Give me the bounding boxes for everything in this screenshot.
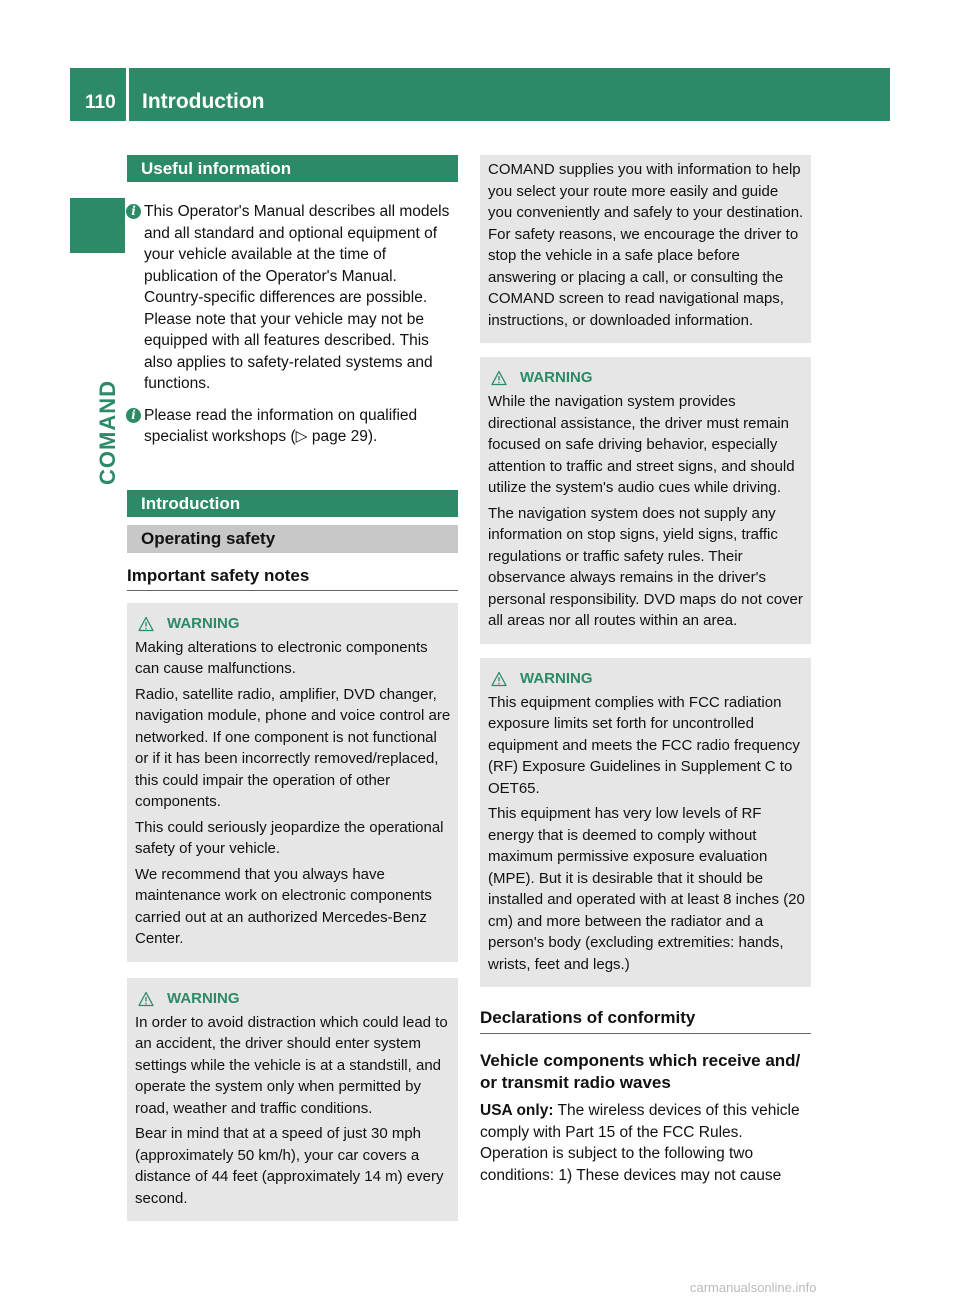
warning-title-row <box>488 367 805 389</box>
page-title: Introduction <box>142 90 265 113</box>
warning-box-navigation <box>480 357 811 644</box>
warning-paragraph: We recommend that you always have maintenance work on electronic components carried out at an authorized Mercedes-Benz Center. <box>135 865 432 947</box>
declarations-heading-row <box>480 1007 811 1034</box>
warning-title: WARNING <box>520 669 593 687</box>
warning-paragraph: In order to avoid distraction which could lead to an accident, the driver should enter system settings while the vehicle is at a standstill, and operate the system only when permitted by road, weather and traffic conditions. <box>135 1013 448 1117</box>
warning-triangle-icon <box>491 370 507 386</box>
declarations-heading: Declarations of conformity <box>480 1008 696 1027</box>
usa-paragraph <box>480 1100 811 1186</box>
warning-title-row <box>135 613 452 635</box>
vehicle-components-heading: Vehicle components which receive and/ or transmit radio waves <box>480 1051 801 1092</box>
right-column <box>480 155 811 1186</box>
usa-label: USA only: <box>480 1102 554 1119</box>
usa-text: The wireless devices of this vehicle comply with Part 15 of the FCC Rules. Operation is subject to the following two conditions: 1) These devices may not cause <box>480 1102 800 1184</box>
page-number: 110 <box>85 92 116 113</box>
warning-paragraph: The navigation system does not supply any information on stop signs, yield signs, traffic regulations or traffic safety rules. Their observance always remains in the driver's personal responsibility. DVD maps do not cover all areas nor all routes within an area. <box>488 504 803 629</box>
warning-paragraph: Radio, satellite radio, amplifier, DVD changer, navigation module, phone and voice control are networked. If one component is not functional or if it has been incorrectly removed/replaced, this could impair the operation of other components. <box>135 685 451 810</box>
warning-paragraph: This could seriously jeopardize the operational safety of your vehicle. <box>135 818 444 857</box>
left-column <box>127 155 458 1221</box>
warning-triangle-icon <box>138 991 154 1007</box>
warning-paragraph: This equipment complies with FCC radiation exposure limits set forth for uncontrolled equipment and meets the FCC radio frequency (RF) Exposure Guidelines in Supplement C to OET65. <box>488 693 800 797</box>
header-divider <box>126 68 129 121</box>
warning-title: WARNING <box>167 989 240 1007</box>
warning-box-distraction <box>127 978 458 1222</box>
warning-title-row <box>488 668 805 690</box>
info-icon: i <box>126 204 141 219</box>
warning-paragraph: This equipment has very low levels of RF energy that is deemed to comply without maximum permissive exposure evaluation (MPE). But it is desirable that it should be installed and operated with at least 8 inches (20 cm) and more between the radiator and a person's body (excluding extremities: hands, wrists, feet and legs.) <box>488 805 805 973</box>
warning-box-fcc <box>480 658 811 988</box>
useful-information-heading: Useful information <box>127 155 458 182</box>
operating-safety-heading: Operating safety <box>127 525 458 553</box>
warning-title: WARNING <box>520 369 593 387</box>
important-safety-notes-heading: Important safety notes <box>127 565 310 585</box>
info-note-text: Please read the information on qualified specialist workshops (▷ page 29). <box>144 406 418 445</box>
info-note-workshops <box>127 405 458 448</box>
warning-triangle-icon <box>491 671 507 687</box>
warning-triangle-icon <box>138 616 154 632</box>
warning-title-row <box>135 988 452 1010</box>
info-note-manual <box>127 201 458 395</box>
introduction-heading: Introduction <box>127 490 458 517</box>
warning-title: WARNING <box>167 614 240 632</box>
info-note-text: This Operator's Manual describes all models and all standard and optional equipment of your vehicle available at the time of publication of the Operator's Manual. Country-specific differences are possible. Please note that your vehicle may not be equipped with all features described. This also applies to safety-related systems and functions. <box>144 203 450 392</box>
comand-info-text: COMAND supplies you with information to help you select your route more easily and guide you conveniently and safely to your destination. For safety reasons, we encourage the driver to stop the vehicle in a safe place before answering or placing a call, or consulting the COMAND screen to read navigational maps, instructions, or downloaded information. <box>488 161 804 329</box>
warning-paragraph: Bear in mind that at a speed of just 30 mph (approximately 50 km/h), your car covers a distance of 44 feet (approximately 14 m) every second. <box>135 1125 444 1207</box>
warning-box-electronics <box>127 603 458 962</box>
warning-paragraph: While the navigation system provides directional assistance, the driver must remain focused on safe driving behavior, especially attention to traffic and street signs, and should utilize the system's audio cues while driving. <box>488 393 795 496</box>
important-safety-notes-heading-row <box>127 565 458 591</box>
watermark: carmanualsonline.info <box>690 1280 817 1295</box>
section-tab-label: COMAND <box>95 380 120 485</box>
comand-info-box <box>480 155 811 343</box>
info-icon: i <box>126 408 141 423</box>
section-tab <box>70 198 125 253</box>
warning-paragraph: Making alterations to electronic components can cause malfunctions. <box>135 638 428 677</box>
